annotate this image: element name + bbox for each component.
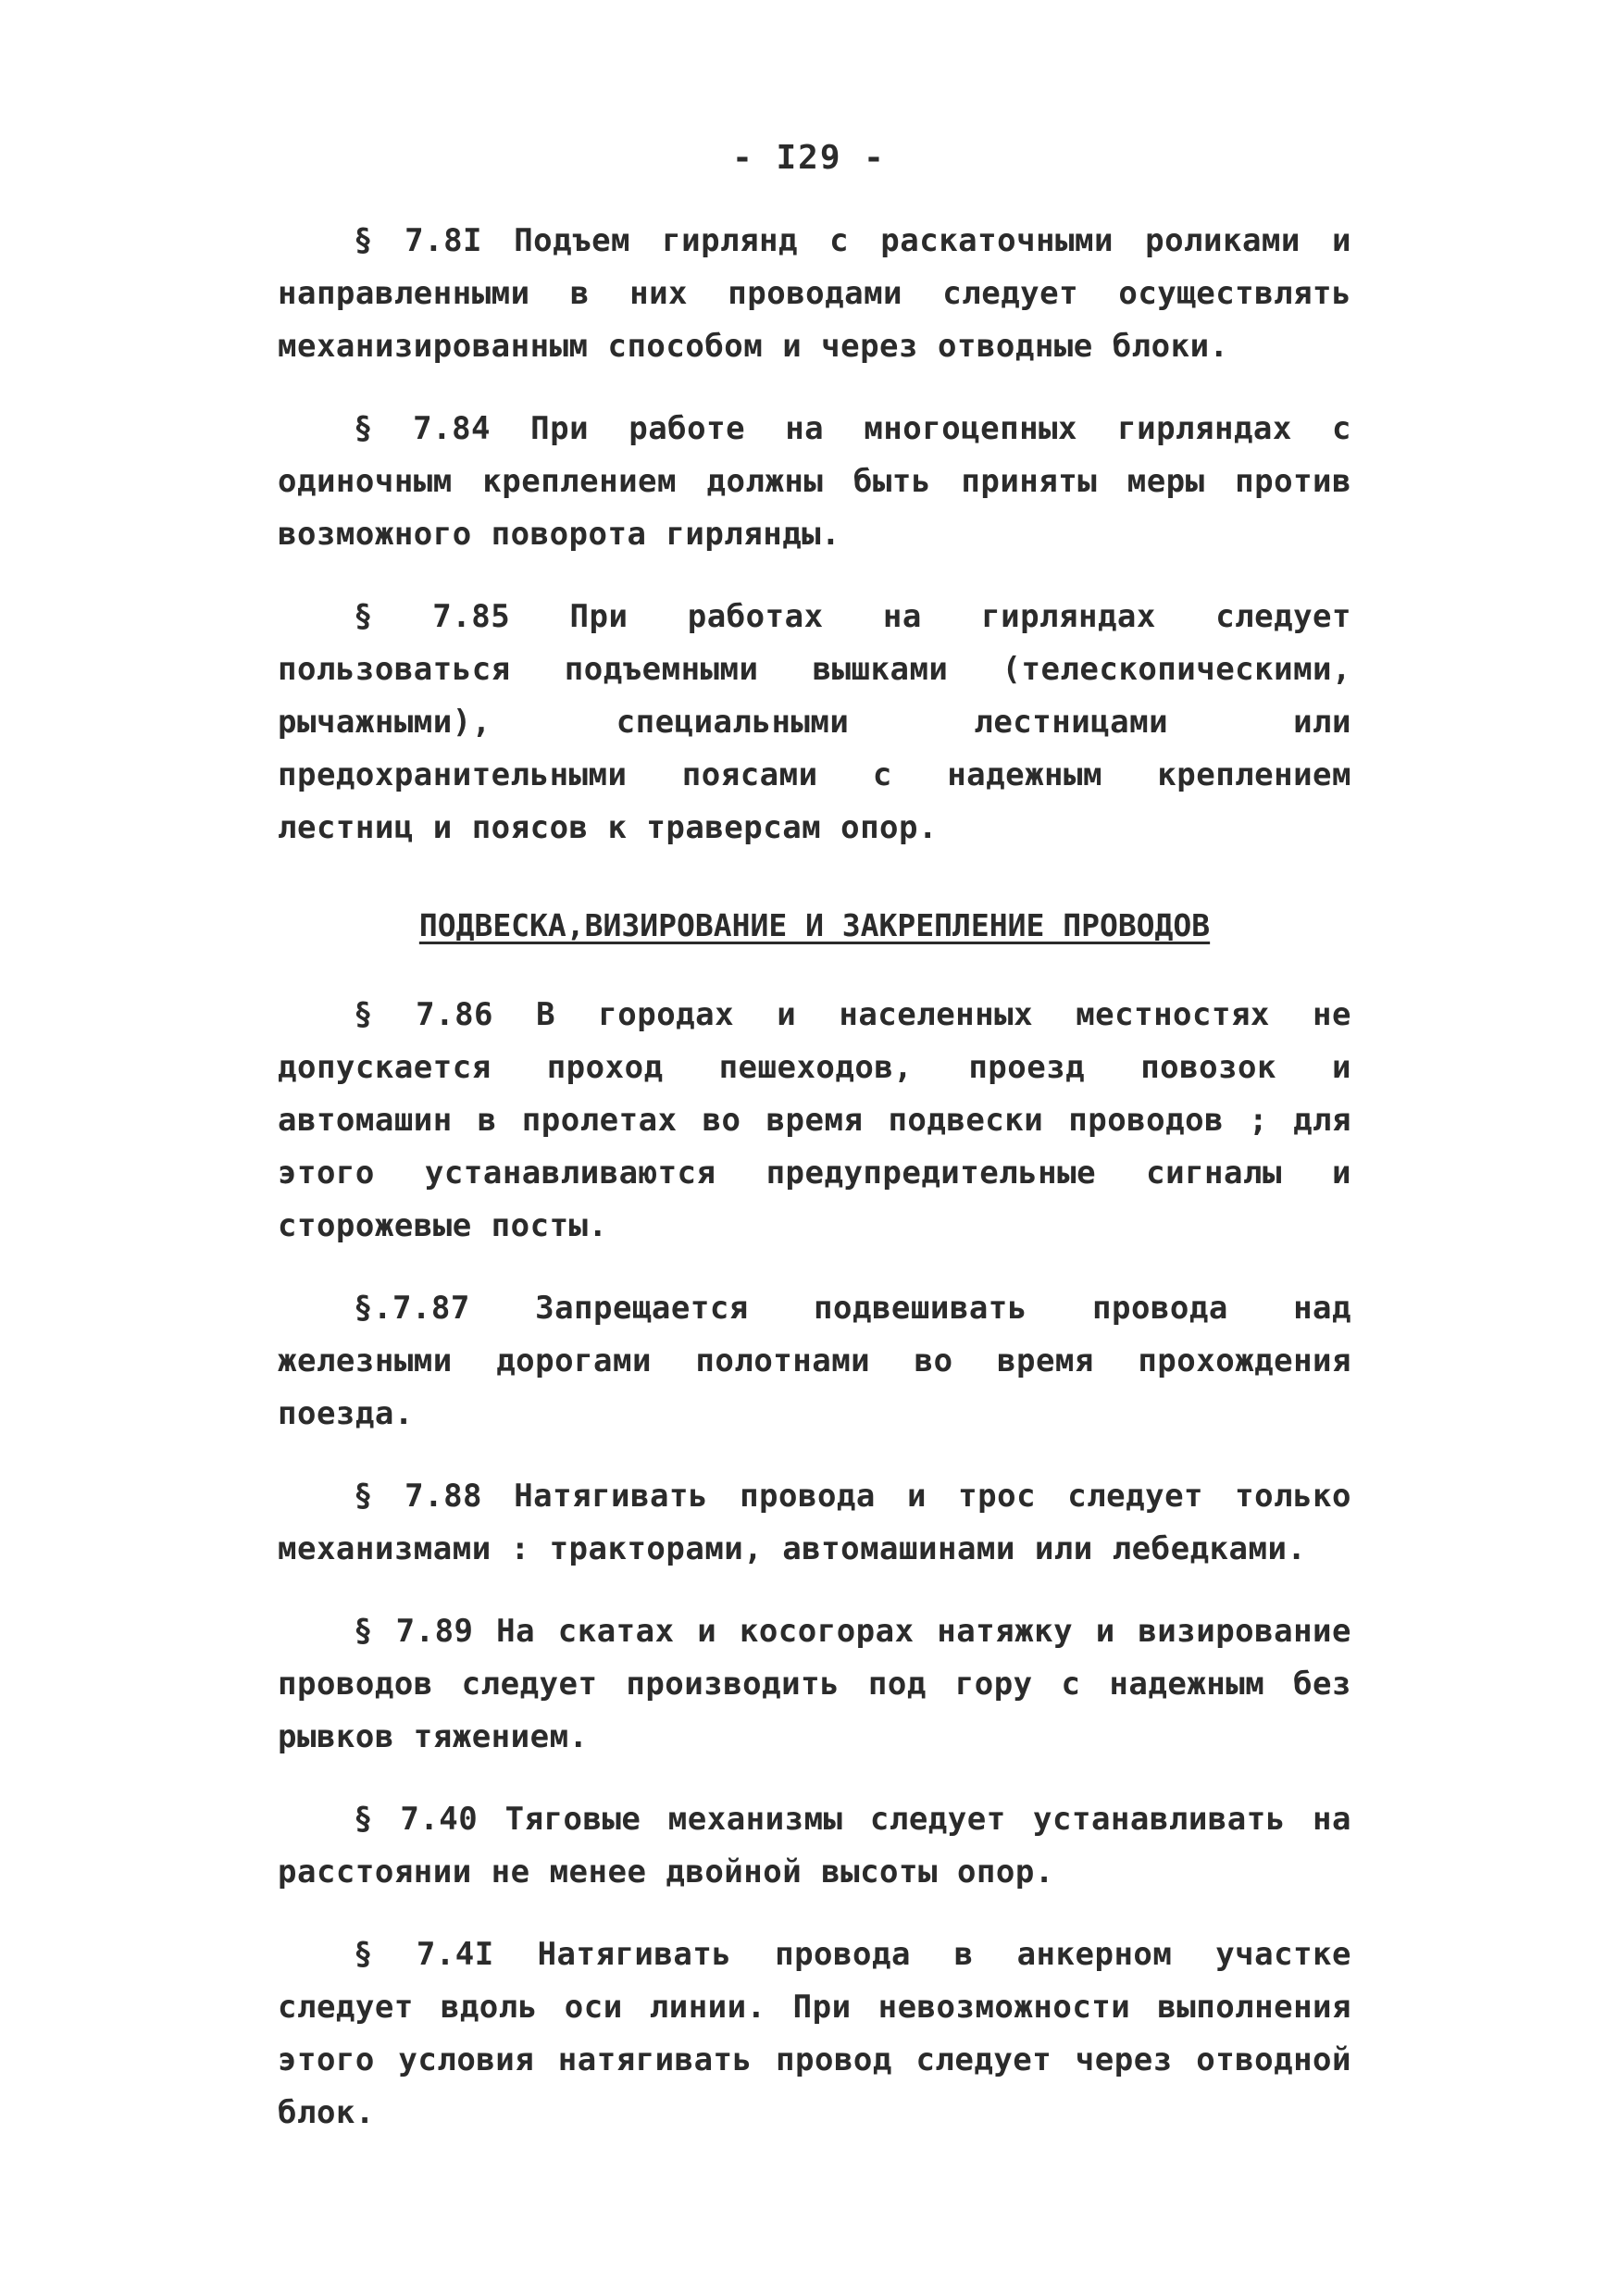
paragraph-7-87: §.7.87 Запрещается подвешивать провода над железными дорогами полотнами во время прохождения поезда. xyxy=(278,1290,1351,1432)
paragraph-7-40: § 7.40 Тяговые механизмы следует устанавливать на расстоянии не менее двойной высоты опор. xyxy=(278,1801,1351,1890)
paragraph-7-89: § 7.89 На скатах и косогорах натяжку и визирование проводов следует производить под гору с надежным без рывков тяжением. xyxy=(278,1613,1351,1755)
paragraph-7-85: § 7.85 При работах на гирляндах следует пользоваться подъемными вышками (телескопическими, рычажными), специальными лестницами или предохранительными поясами с надежным креплением лестниц и поясов к траверсам опор. xyxy=(278,598,1351,846)
paragraph-7-41: § 7.4I Натягивать провода в анкерном участке следует вдоль оси линии. При невозможности выполнения этого условия натягивать провод следует через отводной блок. xyxy=(278,1936,1351,2131)
page-number: - I29 - xyxy=(732,139,886,177)
section-heading: ПОДВЕСКА,ВИЗИРОВАНИЕ И ЗАКРЕПЛЕНИЕ ПРОВОДОВ xyxy=(418,907,1211,943)
paragraph-7-86: § 7.86 В городах и населенных местностях не допускается проход пешеходов, проезд повозок и автомашин в пролетах во время подвески проводов ; для этого устанавливаются предупредительные сигналы и сторожевые посты. xyxy=(278,996,1351,1244)
document-body xyxy=(278,215,1351,2169)
paragraph-7-81: § 7.8I Подъем гирлянд с раскаточными роликами и направленными в них проводами следует осуществлять механизированным способом и через отводные блоки. xyxy=(278,222,1351,365)
paragraph-7-88: § 7.88 Натягивать провода и трос следует только механизмами : тракторами, автомашинами или лебедками. xyxy=(278,1478,1351,1567)
paragraph-7-84: § 7.84 При работе на многоцепных гирляндах с одиночным креплением должны быть приняты меры против возможного поворота гирлянды. xyxy=(278,410,1351,553)
